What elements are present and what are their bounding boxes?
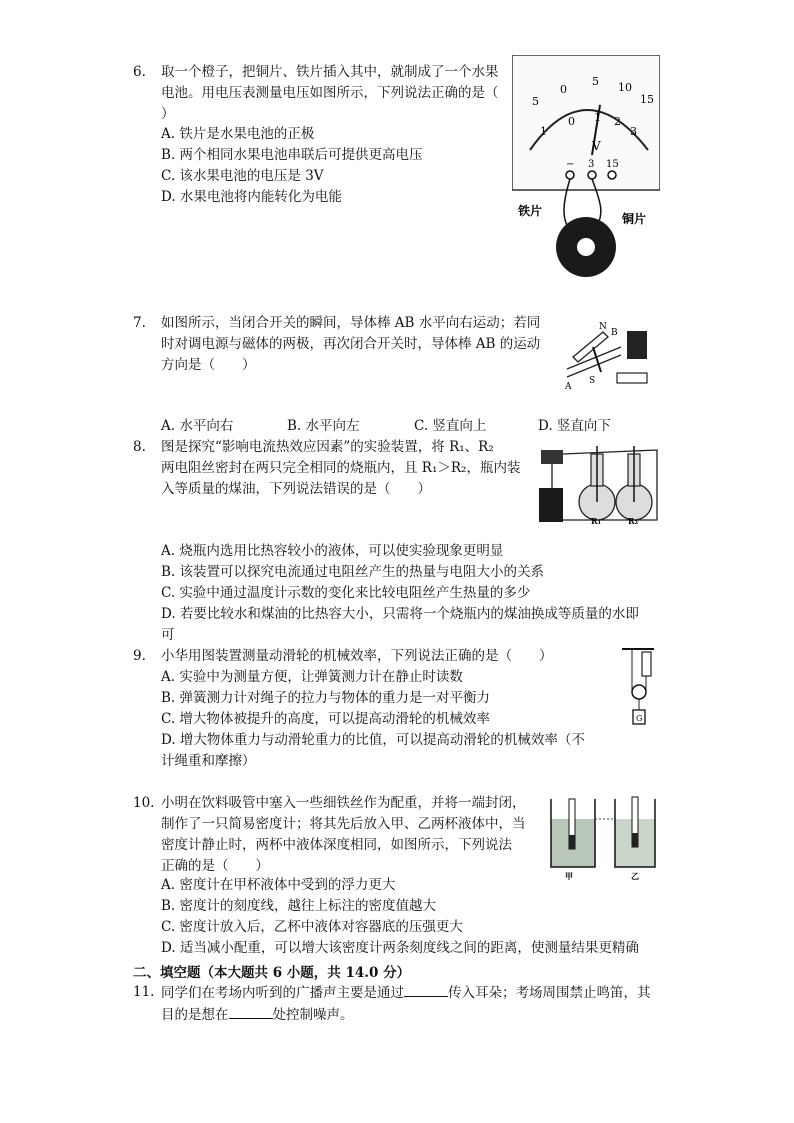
scale-label: 0 — [560, 83, 567, 96]
scale-label: 3 — [630, 125, 637, 138]
conductor-rod — [593, 347, 601, 372]
question-9 — [133, 646, 553, 667]
voltmeter-fruit-battery-figure — [512, 55, 660, 285]
answer-blank[interactable] — [404, 982, 448, 997]
meter-face — [512, 55, 660, 190]
question-number: 11. — [133, 984, 155, 1000]
question-number: 10. — [133, 795, 155, 811]
question-text-line: 制作了一只简易密度计；将其先后放入甲、乙两杯液体中，当 — [161, 816, 526, 832]
hydrometer-weight — [569, 835, 575, 849]
option-d-continued: 可 — [161, 627, 175, 643]
question-text-line: 小明在饮料吸管中塞入一些细铁丝作为配重，并将一端封闭， — [161, 795, 526, 811]
option-d: D. 增大物体重力与动滑轮重力的比值，可以提高动滑轮的机械效率（不 — [161, 732, 585, 748]
switch-icon — [617, 373, 647, 383]
question-8 — [133, 437, 533, 502]
scale-label: 15 — [640, 93, 654, 106]
answer-blank[interactable] — [229, 1004, 273, 1019]
text-segment: 同学们在考场内听到的广播声主要是通过 — [161, 985, 404, 1001]
question-text-line: 电池。用电压表测量电压如图所示，下列说法正确的是（ — [161, 85, 499, 101]
option-b: B. 两个相同水果电池串联后可提供更高电压 — [161, 147, 423, 163]
question-text-line: 入等质量的煤油，下列说法错误的是（ ） — [161, 481, 431, 497]
option-c: C. 该水果电池的电压是 3V — [161, 168, 324, 184]
resistor-label: R₁ — [591, 516, 602, 526]
spring-scale-icon — [642, 652, 651, 676]
text-segment: 目的是想在 — [161, 1007, 229, 1023]
point-label: B — [611, 328, 618, 338]
battery-icon — [539, 488, 563, 522]
resistor-label: R₂ — [628, 516, 639, 526]
option-d: D. 水果电池将内能转化为电能 — [161, 189, 342, 205]
electrode-label: 铜片 — [622, 212, 647, 226]
option-c: C. 密度计放入后，乙杯中液体对容器底的压强更大 — [161, 919, 463, 935]
scale-label: 5 — [592, 75, 599, 88]
point-label: A — [565, 382, 572, 392]
question-text-line — [161, 982, 651, 1004]
option-b: B. 弹簧测力计对绳子的拉力与物体的重力是一对平衡力 — [161, 690, 491, 706]
question-text-line: 取一个橙子，把铜片、铁片插入其中，就制成了一个水果 — [161, 64, 499, 80]
question-10 — [133, 793, 543, 879]
question-text-line: 小华用图装置测量动滑轮的机械效率，下列说法正确的是（ ） — [161, 648, 553, 664]
question-7 — [133, 313, 553, 378]
question-number: 8. — [133, 439, 146, 455]
text-segment: 处控制噪声。 — [272, 1007, 354, 1023]
section-heading: 二、填空题（本大题共 6 小题，共 14.0 分） — [133, 965, 411, 981]
option-d-continued: 计绳重和摩擦） — [161, 753, 256, 769]
option-d: D. 竖直向下 — [538, 418, 611, 434]
text-segment: 传入耳朵；考场周围禁止鸣笛，其 — [448, 985, 651, 1001]
question-text-line: 方向是（ ） — [161, 357, 256, 373]
option-b: B. 该装置可以探究电流通过电阻丝产生的热量与电阻大小的关系 — [161, 564, 545, 580]
beaker-label: 甲 — [565, 871, 573, 880]
scale-label: 1 — [540, 125, 547, 138]
hydrometer-weight — [632, 833, 638, 847]
option-a: A. 烧瓶内选用比热容较小的液体，可以使实验现象更明显 — [161, 543, 504, 559]
battery-icon — [627, 331, 647, 359]
scale-label: 10 — [618, 81, 632, 94]
question-text-line — [161, 1004, 651, 1026]
option-c: C. 实验中通过温度计示数的变化来比较电阻丝产生热量的多少 — [161, 585, 531, 601]
question-text-line: 正确的是（ ） — [161, 858, 269, 874]
question-text-line: 两电阻丝密封在两只完全相同的烧瓶内，且 R₁＞R₂，瓶内装 — [161, 460, 521, 476]
question-text-line: 图是探究“影响电流热效应因素”的实验装置，将 R₁、R₂ — [161, 439, 494, 455]
option-a: A. 实验中为测量方便，让弹簧测力计在静止时读数 — [161, 669, 463, 685]
pulley-icon — [632, 685, 646, 699]
scale-label: 5 — [532, 95, 539, 108]
orange-core — [577, 238, 595, 256]
terminal-label: 3 — [588, 159, 595, 170]
option-a: A. 水平向右 — [161, 418, 234, 434]
option-c: C. 竖直向上 — [414, 418, 487, 434]
magnet-icon — [573, 332, 608, 362]
pole-label: N — [599, 322, 607, 332]
question-text-line: 密度计静止时，两杯中液体深度相同，如图所示，下列说法 — [161, 837, 512, 853]
terminal-label: − — [566, 159, 575, 170]
terminal-label: 15 — [606, 159, 619, 170]
option-d: D. 若要比较水和煤油的比热容大小，只需将一个烧瓶内的煤油换成等质量的水即 — [161, 606, 639, 622]
scale-label: 0 — [568, 115, 575, 128]
hydrometer-figure — [545, 795, 660, 880]
option-b: B. 密度计的刻度线，越往上标注的密度值越大 — [161, 898, 437, 914]
pole-label: S — [589, 376, 596, 386]
option-a: A. 密度计在甲杯液体中受到的浮力更大 — [161, 877, 396, 893]
option-c: C. 增大物体被提升的高度，可以提高动滑轮的机械效率 — [161, 711, 490, 727]
question-text-line: 如图所示，当闭合开关的瞬间，导体棒 AB 水平向右运动；若同 — [161, 315, 541, 331]
question-text-line: 时对调电源与磁体的两极，再次闭合开关时，导体棒 AB 的运动 — [161, 336, 541, 352]
question-number: 7. — [133, 315, 146, 331]
question-11 — [133, 982, 673, 1024]
option-d: D. 适当减小配重，可以增大该密度计两条刻度线之间的距离，使测量结果更精确 — [161, 940, 639, 956]
scale-label: 2 — [614, 115, 621, 128]
switch-icon — [541, 450, 563, 464]
option-b: B. 水平向左 — [287, 418, 360, 434]
electrode-label: 铁片 — [518, 204, 543, 218]
conductor-rod-figure — [563, 317, 661, 395]
beaker-label: 乙 — [631, 871, 639, 880]
heat-effect-apparatus-figure — [537, 442, 662, 527]
unit-label: V — [592, 139, 601, 153]
question-text-line: ） — [161, 106, 175, 122]
option-a: A. 铁片是水果电池的正极 — [161, 126, 315, 142]
scale-label: 1 — [594, 111, 601, 124]
pulley-figure — [618, 646, 658, 730]
question-number: 9. — [133, 648, 146, 664]
question-6 — [133, 62, 513, 122]
weight-label: G — [636, 714, 643, 723]
question-number: 6. — [133, 64, 146, 80]
